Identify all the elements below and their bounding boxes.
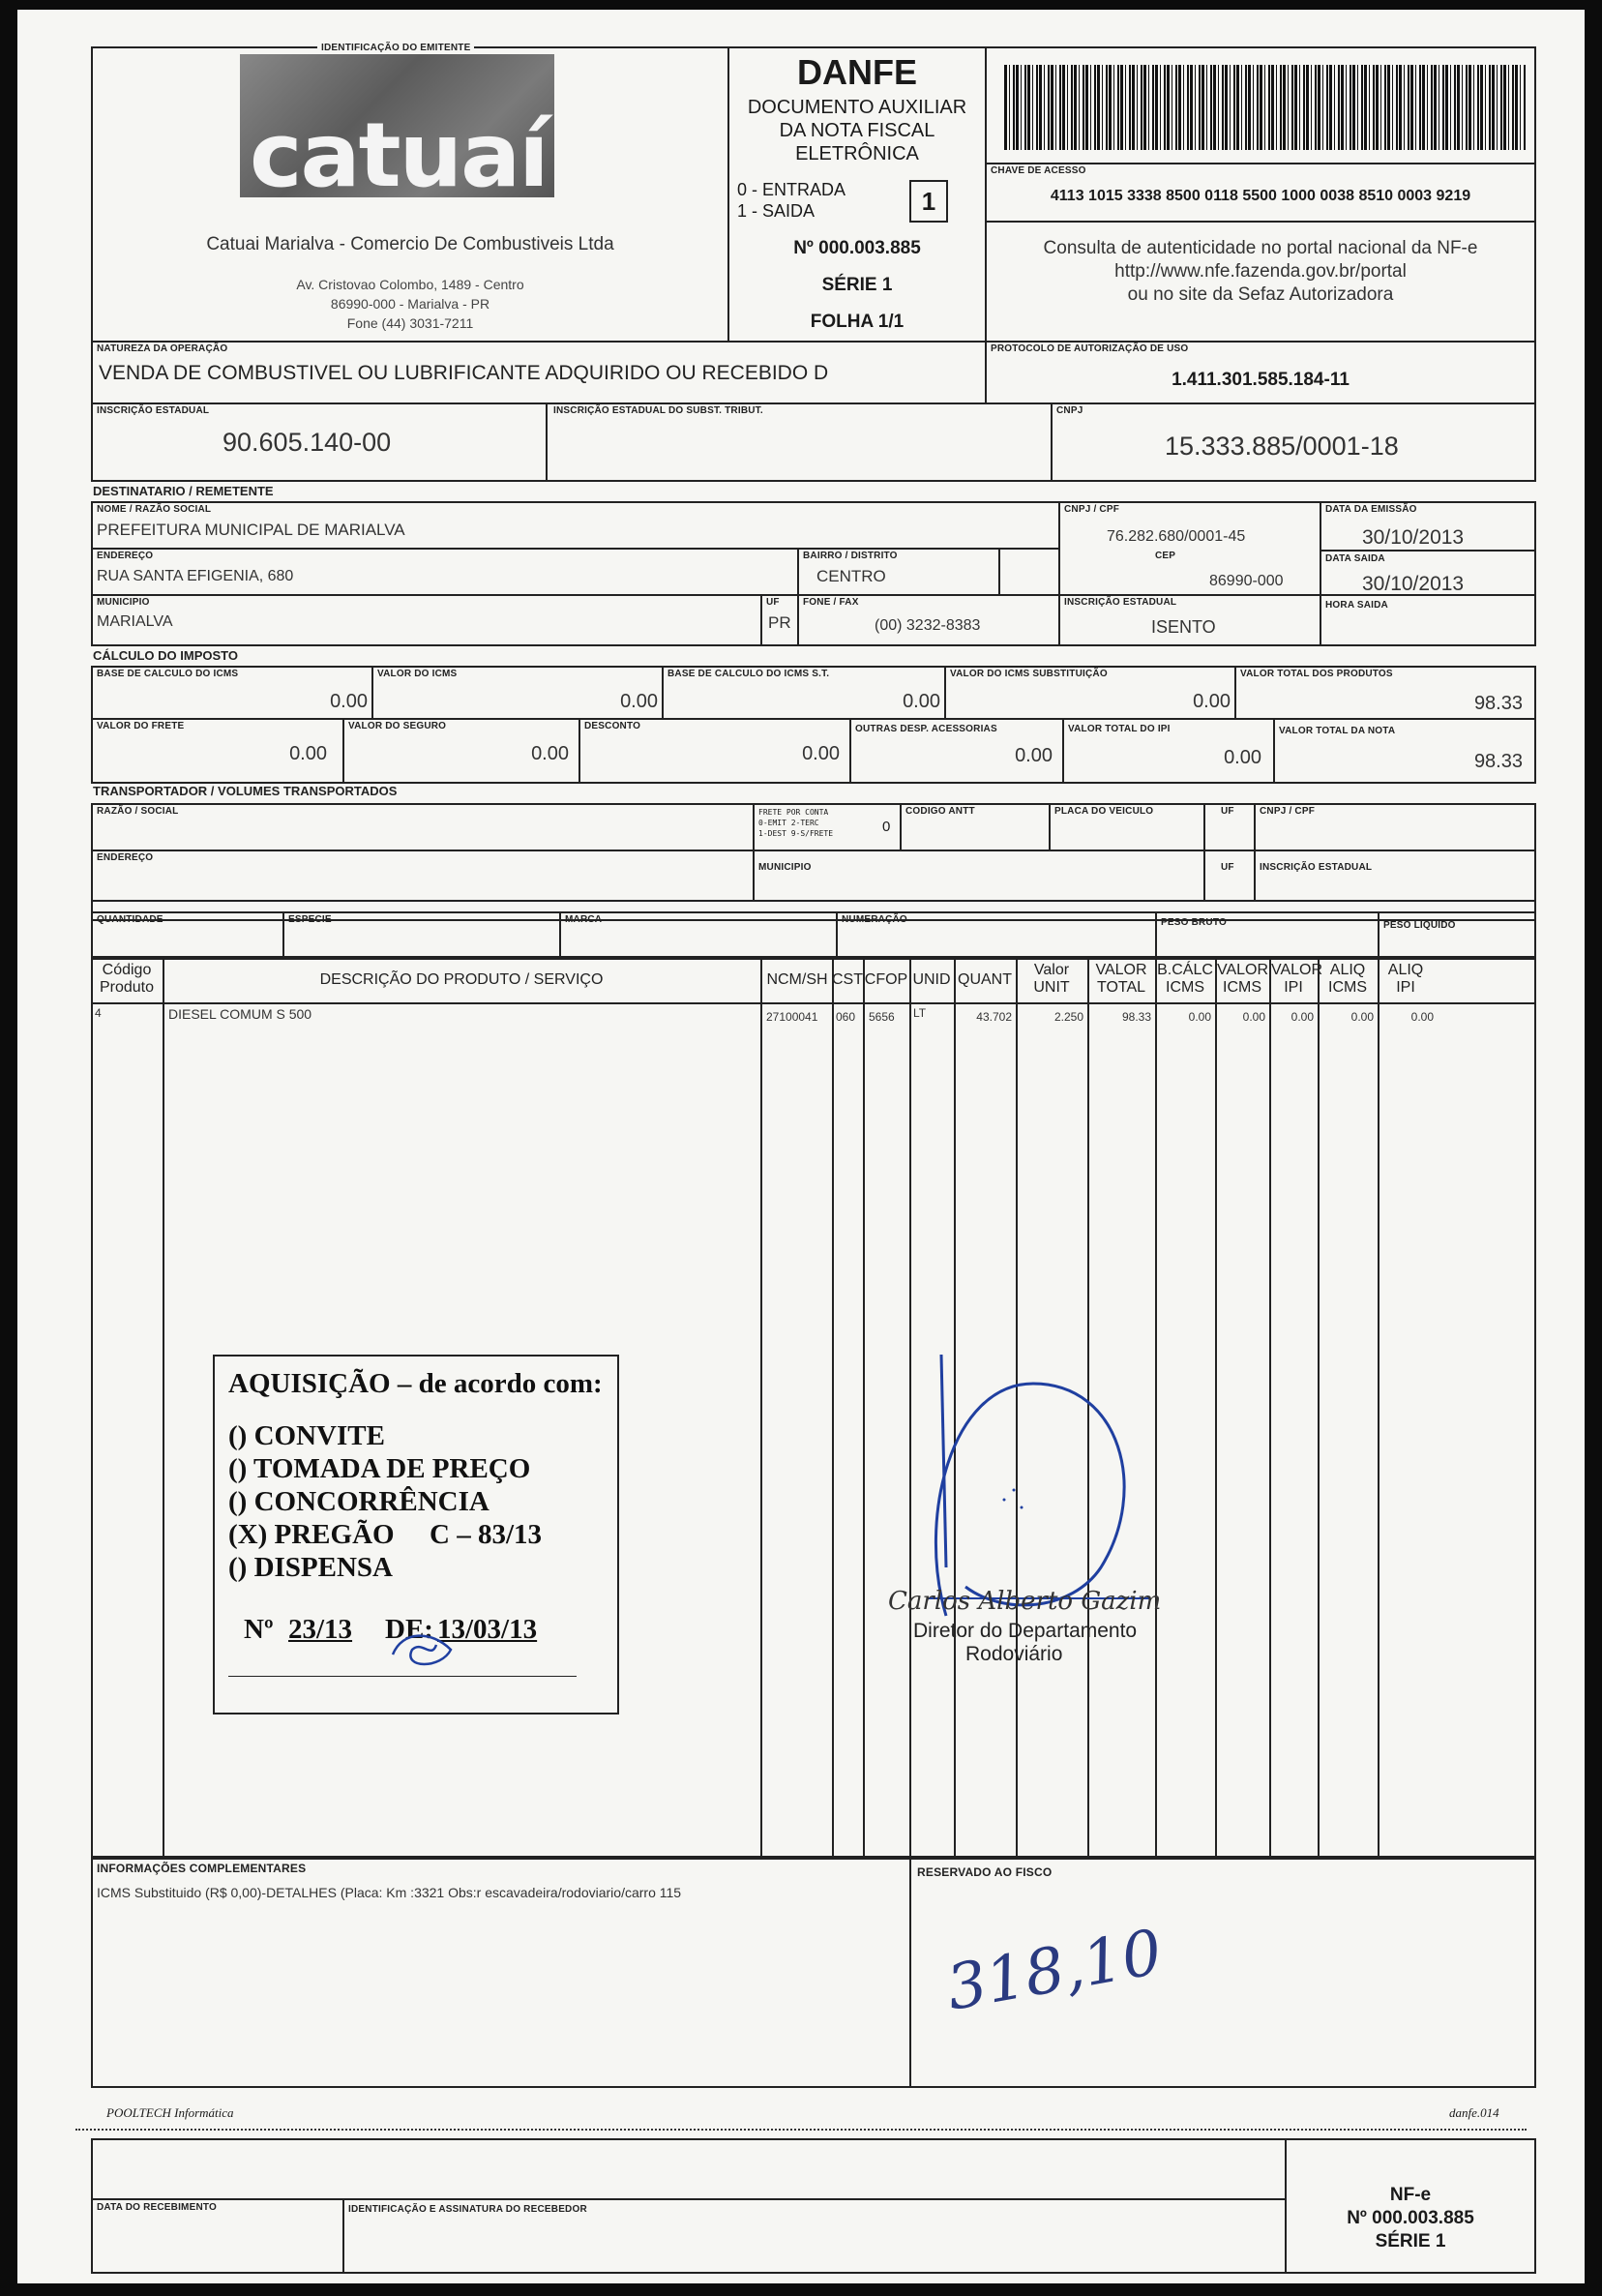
stamp-line3: () CONCORRÊNCIA (228, 1486, 490, 1517)
carrier-uf2-label: UF (1221, 862, 1234, 873)
freight-options2: 1-DEST 9-S/FRETE (758, 829, 834, 838)
signer-role2: Rodoviário (965, 1643, 1063, 1665)
freight-value: 0 (882, 819, 891, 835)
footer-code: danfe.014 (1449, 2105, 1499, 2120)
carrier-ie-label: INSCRIÇÃO ESTADUAL (1260, 862, 1373, 873)
ie-label: INSCRIÇÃO ESTADUAL (97, 405, 210, 416)
carrier-address-label: ENDEREÇO (97, 852, 154, 863)
recipient-section: DESTINATARIO / REMETENTE (93, 484, 274, 498)
footer-serie: SÉRIE 1 (1375, 2231, 1446, 2251)
access-key: 4113 1015 3338 8500 0118 5500 1000 0038 8510 0003 9219 (1050, 188, 1471, 204)
col-ncm: NCM/SH (766, 971, 828, 988)
volumes-numbering-label: NUMERAÇÃO (842, 914, 907, 925)
recipient-ie-value: ISENTO (1151, 617, 1216, 637)
other-value: 0.00 (1015, 745, 1053, 766)
city-label: MUNICIPIO (97, 597, 150, 608)
volumes-qty-label: QUANTIDADE (97, 914, 163, 925)
freight-value: 0.00 (289, 743, 327, 764)
icms-value: 0.00 (620, 691, 658, 712)
stamp-initials (383, 1625, 470, 1674)
transport-section: TRANSPORTADOR / VOLUMES TRANSPORTADOS (93, 784, 398, 798)
recipient-cnpj-label: CNPJ / CPF (1064, 504, 1120, 515)
col-icms: VALOR ICMS (1217, 962, 1269, 996)
time-label: HORA SAIDA (1325, 600, 1388, 611)
phone-value: (00) 3232-8383 (875, 617, 981, 634)
row-unit-price: 2.250 (1053, 1010, 1083, 1024)
district-value: CENTRO (816, 567, 886, 585)
stamp-num: 23/13 (288, 1614, 353, 1645)
volumes-species-label: ESPECIE (288, 914, 332, 925)
cnpj-label: CNPJ (1056, 405, 1083, 416)
nature-label: NATUREZA DA OPERAÇÃO (97, 343, 228, 354)
other-label: OUTRAS DESP. ACESSORIAS (855, 724, 997, 734)
col-cfop: CFOP (864, 971, 908, 988)
row-total: 98.33 (1121, 1010, 1151, 1024)
access-consult1: Consulta de autenticidade no portal nacional da NF-e (1043, 238, 1478, 258)
carrier-city-label: MUNICIPIO (758, 862, 812, 873)
col-qty: QUANT (958, 971, 1012, 988)
danfe-folha: FOLHA 1/1 (810, 312, 905, 332)
danfe-page (17, 10, 1585, 2283)
freight-by-label: FRETE POR CONTA (758, 808, 829, 817)
plate-label: PLACA DO VEICULO (1054, 806, 1154, 817)
ie-value: 90.605.140-00 (222, 428, 392, 457)
emission-value: 30/10/2013 (1362, 526, 1465, 549)
freight-options1: 0-EMIT 2-TERC (758, 819, 819, 827)
col-unit: UNID (912, 971, 951, 988)
stamp-date: 13/03/13 (437, 1614, 538, 1645)
stamp-line5: () DISPENSA (228, 1552, 393, 1583)
issuer-address1: Av. Cristovao Colombo, 1489 - Centro (296, 277, 524, 292)
discount-label: DESCONTO (584, 721, 641, 731)
footer-number: Nº 000.003.885 (1347, 2208, 1474, 2228)
row-code: 4 (95, 1006, 102, 1020)
row-ipi: 0.00 (1290, 1010, 1314, 1024)
cnpj-value: 15.333.885/0001-18 (1165, 432, 1399, 461)
col-aliq-icms: ALIQ ICMS (1328, 962, 1367, 996)
danfe-subtitle3: ELETRÔNICA (795, 143, 919, 164)
col-unit-price: Valor UNIT (1033, 962, 1070, 996)
base-st-value: 0.00 (903, 691, 940, 712)
tax-section: CÁLCULO DO IMPOSTO (93, 648, 238, 663)
recipient-cnpj: 76.282.680/0001-45 (1107, 528, 1246, 545)
cep-value: 86990-000 (1209, 573, 1284, 589)
city-value: MARIALVA (97, 613, 173, 630)
insurance-label: VALOR DO SEGURO (348, 721, 447, 731)
volumes-gross-label: PESO BRUTO (1161, 917, 1227, 928)
row-qty: 43.702 (976, 1010, 1012, 1024)
col-total: VALOR TOTAL (1095, 962, 1147, 996)
row-aliq-icms: 0.00 (1350, 1010, 1374, 1024)
row-cst: 060 (836, 1010, 856, 1024)
stamp-date-label: DE: (385, 1614, 433, 1645)
carrier-name-label: RAZÃO / SOCIAL (97, 806, 179, 817)
recipient-name: PREFEITURA MUNICIPAL DE MARIALVA (97, 521, 405, 539)
logo-text: catuaí (250, 104, 548, 207)
barcode (1004, 65, 1527, 150)
row-aliq-ipi: 0.00 (1410, 1010, 1434, 1024)
issuer-address2: 86990-000 - Marialva - PR (330, 296, 490, 312)
issuer-name: Catuai Marialva - Comercio De Combustiveis Ltda (206, 234, 614, 254)
stamp-line1: () CONVITE (228, 1420, 385, 1451)
uf-value: PR (768, 613, 791, 632)
access-key-label: CHAVE DE ACESSO (991, 165, 1086, 176)
danfe-title: DANFE (797, 52, 917, 92)
ipi-label: VALOR TOTAL DO IPI (1068, 724, 1171, 734)
recipient-name-label: NOME / RAZÃO SOCIAL (97, 504, 212, 515)
additional-label: INFORMAÇÕES COMPLEMENTARES (97, 1862, 307, 1875)
col-ipi: VALOR IPI (1271, 962, 1323, 996)
handwritten-amount: 318,10 (941, 1917, 1168, 2025)
col-aliq-ipi: ALIQ IPI (1387, 962, 1424, 996)
discount-value: 0.00 (802, 743, 840, 764)
danfe-serie: SÉRIE 1 (821, 275, 893, 295)
base-icms-value: 0.00 (330, 691, 368, 712)
row-cfop: 5656 (869, 1010, 895, 1024)
row-desc: DIESEL COMUM S 500 (168, 1006, 312, 1022)
ipi-value: 0.00 (1224, 747, 1261, 768)
receipt-date-label: DATA DO RECEBIMENTO (97, 2202, 217, 2213)
recipient-ie-label: INSCRIÇÃO ESTADUAL (1064, 597, 1177, 608)
protocol-value: 1.411.301.585.184-11 (1172, 370, 1350, 390)
antt-label: CODIGO ANTT (905, 806, 975, 817)
uf-label: UF (766, 597, 780, 608)
danfe-entry: 0 - ENTRADA (737, 180, 846, 199)
district-label: BAIRRO / DISTRITO (803, 551, 898, 561)
col-base: B.CÁLC ICMS (1157, 962, 1213, 996)
freight-label: VALOR DO FRETE (97, 721, 185, 731)
danfe-subtitle1: DOCUMENTO AUXILIAR (747, 97, 967, 118)
receipt-box (91, 2138, 1536, 2274)
stamp-title: AQUISIÇÃO – de acordo com: (228, 1368, 603, 1399)
stamp-line4b: C – 83/13 (430, 1519, 542, 1550)
carrier-uf-label: UF (1221, 806, 1234, 817)
insurance-value: 0.00 (531, 743, 569, 764)
access-consult3: ou no site da Sefaz Autorizadora (1127, 284, 1394, 305)
danfe-subtitle2: DA NOTA FISCAL (779, 120, 935, 141)
products-value: 98.33 (1473, 693, 1523, 714)
footer-nfe: NF-e (1389, 2185, 1432, 2205)
cep-label: CEP (1155, 551, 1176, 561)
row-unit: LT (913, 1006, 927, 1020)
carrier-cnpj-label: CNPJ / CPF (1260, 806, 1316, 817)
nature-value: VENDA DE COMBUSTIVEL OU LUBRIFICANTE ADQUIRIDO OU RECEBIDO D (99, 362, 829, 384)
address-label: ENDEREÇO (97, 551, 154, 561)
signer-role1: Diretor do Departamento (913, 1620, 1138, 1642)
software-name: POOLTECH Informática (106, 2105, 234, 2120)
col-desc: DESCRIÇÃO DO PRODUTO / SERVIÇO (319, 971, 604, 988)
col-cst: CST (832, 971, 863, 988)
exit-date-label: DATA SAIDA (1325, 553, 1385, 564)
danfe-exit: 1 - SAIDA (737, 201, 816, 221)
row-icms: 0.00 (1242, 1010, 1265, 1024)
products-label: VALOR TOTAL DOS PRODUTOS (1240, 669, 1393, 679)
icms-st-value: 0.00 (1193, 691, 1231, 712)
total-label: VALOR TOTAL DA NOTA (1279, 726, 1396, 736)
col-code: Código Produto (99, 962, 155, 996)
danfe-number: Nº 000.003.885 (793, 238, 921, 258)
signer-name: Carlos Alberto Gazim (888, 1587, 1162, 1616)
volumes-net-label: PESO LIQUIDO (1383, 920, 1456, 931)
ie-st-label: INSCRIÇÃO ESTADUAL DO SUBST. TRIBUT. (553, 405, 763, 416)
danfe-type-box: 1 (909, 180, 948, 223)
issuer-logo (240, 54, 554, 207)
fisco-label: RESERVADO AO FISCO (917, 1865, 1053, 1879)
stamp-line4a: (X) PREGÃO (228, 1519, 395, 1550)
access-consult2: http://www.nfe.fazenda.gov.br/portal (1114, 261, 1407, 282)
emission-label: DATA DA EMISSÃO (1325, 504, 1417, 515)
stamp-num-label: Nº (244, 1614, 274, 1645)
exit-date-value: 30/10/2013 (1362, 573, 1465, 595)
icms-st-label: VALOR DO ICMS SUBSTITUIÇÃO (950, 669, 1108, 679)
protocol-label: PROTOCOLO DE AUTORIZAÇÃO DE USO (991, 343, 1189, 354)
row-base: 0.00 (1188, 1010, 1211, 1024)
icms-label: VALOR DO ICMS (377, 669, 458, 679)
volumes-brand-label: MARCA (565, 914, 603, 925)
phone-label: FONE / FAX (803, 597, 859, 608)
stamp-line2: () TOMADA DE PREÇO (228, 1453, 531, 1484)
issuer-section-label: IDENTIFICAÇÃO DO EMITENTE (317, 43, 474, 53)
receipt-sign-label: IDENTIFICAÇÃO E ASSINATURA DO RECEBEDOR (348, 2204, 587, 2215)
base-st-label: BASE DE CALCULO DO ICMS S.T. (668, 669, 830, 679)
total-value: 98.33 (1473, 751, 1523, 772)
base-icms-label: BASE DE CALCULO DO ICMS (97, 669, 239, 679)
issuer-phone: Fone (44) 3031-7211 (346, 315, 474, 331)
row-ncm: 27100041 (766, 1010, 818, 1024)
additional-text: ICMS Substituido (R$ 0,00)-DETALHES (Placa: Km :3321 Obs:r escavadeira/rodoviario/carro 115 (97, 1885, 682, 1900)
address-value: RUA SANTA EFIGENIA, 680 (97, 568, 294, 584)
